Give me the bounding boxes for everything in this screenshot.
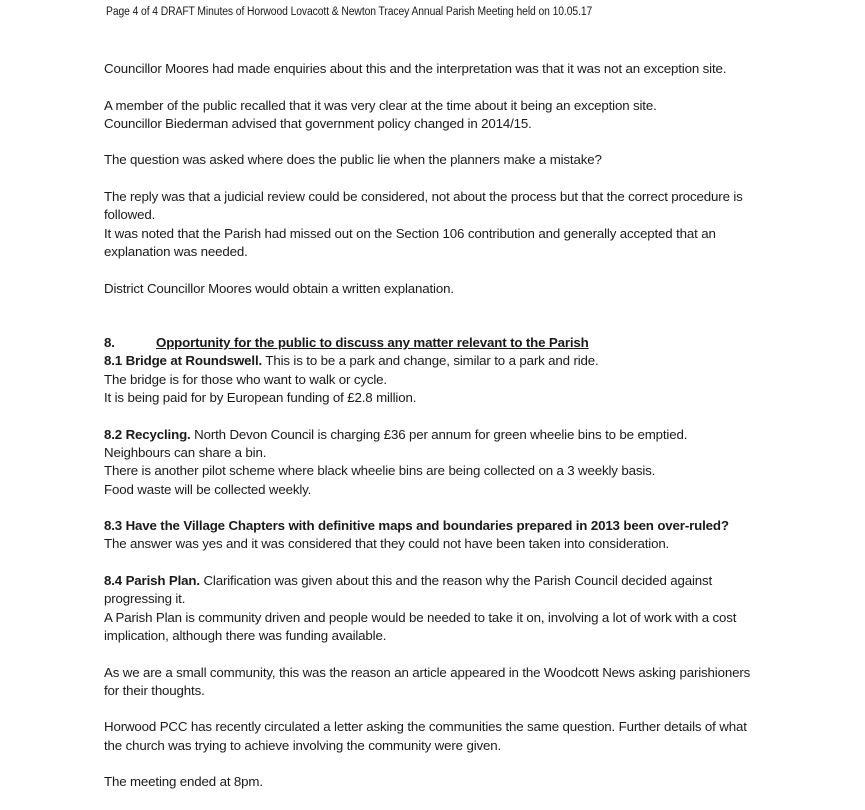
text-line: the church was trying to achieve involving the community were given.	[104, 737, 502, 753]
text-line: Neighbours can share a bin.	[104, 444, 267, 460]
text-line: The question was asked where does the public lie when the planners make a mistake?	[104, 152, 602, 168]
spacer	[104, 316, 784, 334]
paragraph	[104, 280, 784, 298]
text-line: for their thoughts.	[104, 682, 205, 698]
text-line	[104, 426, 784, 444]
text-line: A member of the public recalled that it was very clear at the time about it being an exception site.	[104, 97, 657, 113]
paragraph	[104, 664, 784, 701]
item-heading: 8.1 Bridge at Roundswell.	[104, 353, 263, 369]
text-line: implication, although there was funding available.	[104, 627, 387, 643]
paragraph	[104, 773, 784, 791]
text-line: It is being paid for by European funding of £2.8 million.	[104, 390, 417, 406]
item-heading: 8.3 Have the Village Chapters with definitive maps and boundaries prepared in 2013 been over-ruled?	[104, 518, 729, 534]
paragraph	[104, 60, 784, 78]
paragraph	[104, 188, 784, 261]
paragraph	[104, 97, 784, 134]
text-line: The meeting ended at 8pm.	[104, 774, 263, 790]
item-8-3	[104, 517, 784, 554]
item-8-4	[104, 572, 784, 645]
section-heading	[104, 334, 784, 352]
text-line: explanation was needed.	[104, 243, 248, 259]
text-line: Councillor Biederman advised that government policy changed in 2014/15.	[104, 115, 532, 131]
item-8-1	[104, 352, 784, 407]
item-text: This is to be a park and change, similar to a park and ride.	[262, 353, 599, 369]
item-heading: 8.2 Recycling.	[104, 426, 191, 442]
item-8-2	[104, 426, 784, 499]
text-line: Food waste will be collected weekly.	[104, 481, 312, 497]
section-number: 8.	[104, 335, 115, 351]
item-heading: 8.4 Parish Plan.	[104, 573, 200, 589]
text-line: The reply was that a judicial review could be considered, not about the process but that the correct procedure is	[104, 189, 743, 205]
text-line	[104, 572, 784, 590]
section-title: Opportunity for the public to discuss any matter relevant to the Parish	[156, 335, 589, 351]
text-line: followed.	[104, 207, 156, 223]
text-line: There is another pilot scheme where black wheelie bins are being collected on a 3 weekly basis.	[104, 463, 656, 479]
text-line: The bridge is for those who want to walk or cycle.	[104, 371, 387, 387]
item-text: Clarification was given about this and the reason why the Parish Council decided against	[199, 573, 713, 589]
page-header: Page 4 of 4 DRAFT Minutes of Horwood Lovacott & Newton Tracey Annual Parish Meeting held on 10.05.17	[106, 6, 593, 18]
text-line: Horwood PCC has recently circulated a letter asking the communities the same question. Further details of what	[104, 719, 747, 735]
text-line: A Parish Plan is community driven and people would be needed to take it on, involving a lot of work with a cost	[104, 609, 737, 625]
text-line	[104, 352, 784, 370]
text-line: The answer was yes and it was considered that they could not have been taken into consideration.	[104, 536, 670, 552]
text-line: District Councillor Moores would obtain a written explanation.	[104, 280, 454, 296]
text-line: Councillor Moores had made enquiries about this and the interpretation was that it was not an exception site.	[104, 61, 727, 76]
paragraph	[104, 718, 784, 755]
text-line: progressing it.	[104, 591, 186, 607]
text-line: As we are a small community, this was the reason an article appeared in the Woodcott News asking parishioners	[104, 664, 751, 680]
section-8	[104, 334, 784, 791]
minutes-body	[104, 60, 784, 810]
item-text: North Devon Council is charging £36 per annum for green wheelie bins to be emptied.	[190, 426, 688, 442]
text-line: It was noted that the Parish had missed out on the Section 106 contribution and generally accepted that an	[104, 225, 716, 241]
paragraph	[104, 151, 784, 169]
